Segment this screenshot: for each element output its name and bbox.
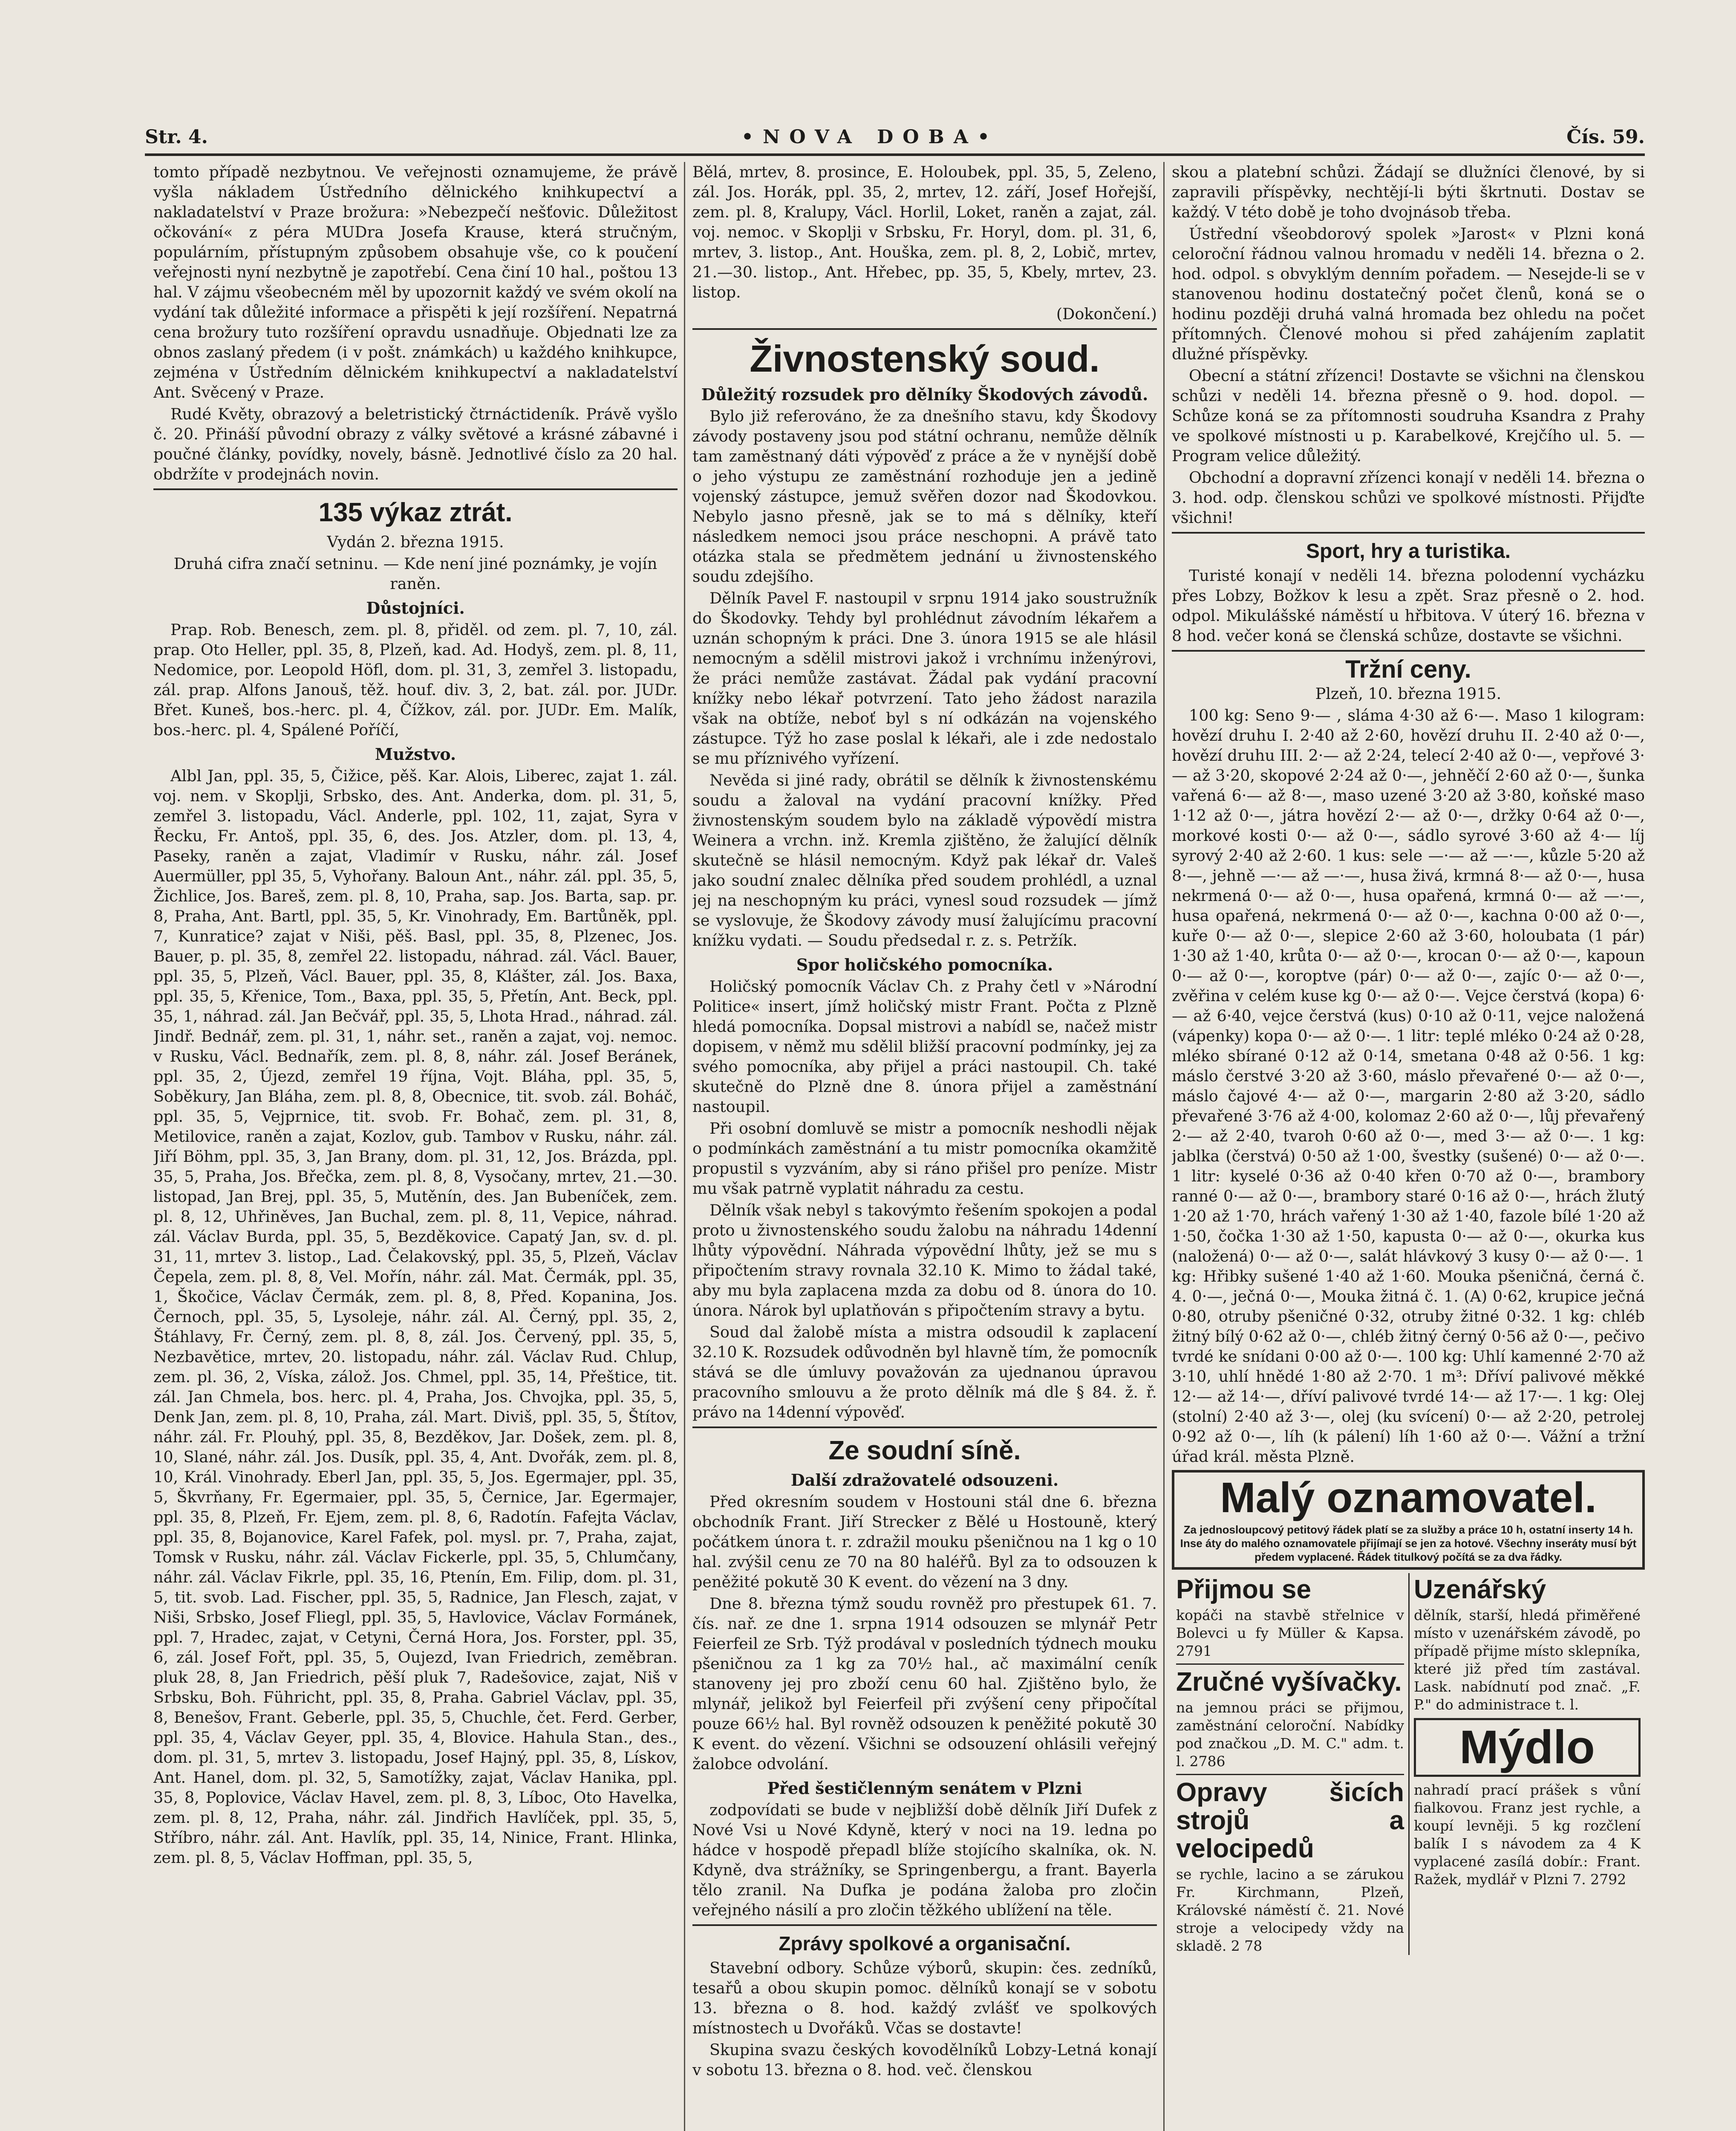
- ad-heading: Uzenářský: [1414, 1575, 1546, 1604]
- ad-rule: [1176, 1663, 1404, 1665]
- classified-ads: [1172, 1573, 1645, 1955]
- senate-paragraph: zodpovídati se bude v nejbližší době dělník Jiří Dufek z Nové Vsi u Nové Kdyně, který v noci na 19. ledna po hádce v hospodě přepadl blíže stojícího skalníka, ok. N. Kdyně, dva strážníky, se Springenbergu, a frant. Bayerla tělo zranil. Na Dufka je podána žaloba pro zločin veřejného násilí a pro zločin těžkého ublížení na těle.: [692, 1801, 1157, 1919]
- issue-number: Čís. 59.: [1566, 126, 1645, 148]
- classified-column: [1408, 1573, 1645, 1955]
- trade-court-paragraph: Nevěda si jiné rady, obrátil se dělník k živnostenskému soudu a žaloval na vydání pracovní knížky. Před živnostenským soudem bylo na základě výpovědí mistra Weinera a vrchn. inž. Kremla zjištěno, že žalující dělník skutečně se hlásil nemocným. Když pak lékař dr. Valeš jako soudní znalec dělníka před soudem prohlédl, a uznal jej na neschopným ku práci, vynesl soud rozsudek — jímž se vyslovuje, že Škodovy závody musí žalujícímu pracovní knížku vydati. — Soudu předsedal r. z. s. Petržík.: [692, 771, 1157, 950]
- sport-heading: Sport, hry a turistika.: [1306, 540, 1511, 563]
- casualty-list-heading: 135 výkaz ztrát.: [318, 498, 513, 527]
- trade-court-heading: Živnostenský soud.: [750, 338, 1100, 380]
- column-3: [1172, 162, 1645, 2131]
- trade-court-subheading: Důležitý rozsudek pro dělníky Škodových závodů.: [701, 385, 1148, 404]
- section-rule: [1172, 532, 1645, 534]
- section-rule: [692, 1426, 1157, 1428]
- column-1: [153, 162, 678, 2131]
- barber-dispute-paragraph: Dělník však nebyl s takovýmto řešením spokojen a podal proto u živnostenského soudu žalobu na náhradu 14denní lhůty výpovědní. Náhrada výpovědní lhůty, jež se mu s připočtením stravy rovnala 32.10 K. Mimo to žádal také, aby mu byla zaplacena mzda za dobu od 8. února do 10. února. Nárok byl uplatňován s připočtením stravy a bytu.: [692, 1201, 1157, 1320]
- barber-dispute-paragraph: Holičský pomocník Václav Ch. z Prahy četl v »Národní Politice« insert, jímž holičský mistr Frant. Počta z Plzně hledá pomocníka. Dopsal mistrovi a nabídl se, načež mistr dopisem, v němž mu sdělil bližší pracovní podmínky, jej za svého pomocníka, aby přijel a práci nastoupil. Ch. také skutečně do Plzně dne 8. února přijel a zaměstnání nastoupil.: [692, 977, 1157, 1116]
- officers-heading: Důstojníci.: [366, 598, 465, 618]
- casualty-note: Druhá cifra značí setninu. — Kde není jiné poznámky, je vojín raněn.: [173, 554, 657, 593]
- market-prices-heading: Tržní ceny.: [1345, 655, 1471, 683]
- section-rule: [692, 328, 1157, 330]
- courtroom-paragraph: Před okresním soudem v Hostouni stál dne 6. března obchodník Frant. Jiří Strecker z Bělé u Hostouně, který počátkem února t. r. zdražil mouku pšeničnou na 1 kg o 10 hal. zvýšil cenu ze 70 na 80 haléřů. Byl za to odsouzen k peněžité pokutě 30 K event. do vězení na 3 dny.: [692, 1493, 1157, 1591]
- club-news-paragraph: Skupina svazu českých kovodělníků Lobzy-Letná konají v sobotu 13. března o 8. hod. več. členskou: [692, 2041, 1157, 2079]
- section-rule: [153, 488, 678, 490]
- section-rule: [1172, 650, 1645, 652]
- ad-heading: Přijmou se: [1176, 1575, 1311, 1604]
- column-2: [692, 162, 1157, 2131]
- article-intro: tomto případě nezbytnou. Ve veřejnosti oznamujeme, že právě vyšla nákladem Ústředního dělnického knihkupectví a nakladatelství v Praze brožura: »Nebezpečí nešťovic. Důležitost očkování« z péra MUDra Josefa Krause, která stručným, populárním, přístupným způsobem obsahuje vše, co k poučení veřejnosti nyní nezbytně je zapotřebí. Cena činí 10 hal., poštou 13 hal. V zájmu všeobecném měl by upozornit každý ve svém okolí na vydání tak důležité informace a přispěti k její rozšíření. Nepatrná cena brožury tuto rozšíření opravdu usnadňuje. Objednati lze za obnos zaslaný předem (i v pošt. známkách) u každého knihkupce, zejména v Ústředním dělnickém knihkupectví a nakladatelství Ant. Svěcený v Praze.: [153, 163, 678, 401]
- barber-dispute-heading: Spor holičského pomocníka.: [796, 955, 1053, 974]
- barber-dispute-paragraph: Při osobní domluvě se mistr a pomocník neshodli nějak o podmínkách zaměstnání a tu mistr pomocníka okamžitě propustil s vyzváním, aby si ráno přišel pro peníze. Mistr mu však patrně vyplatit náhradu za cestu.: [692, 1119, 1157, 1198]
- barber-dispute-paragraph: Soud dal žalobě místa a mistra odsoudil k zaplacení 32.10 K. Rozsudek odůvodněn byl hlavně tím, že pomocník stává se dle úmluvy považován za ujednanou úpravou pracovního smlouvu a že proto dělník má dle § 84. ž. ř. právo na 14denní výpověď.: [692, 1323, 1157, 1421]
- ad-text: kopáči na stavbě střelnice v Bolevci u fy Müller & Kapsa. 2791: [1176, 1607, 1404, 1659]
- casualty-list-continued: Bělá, mrtev, 8. prosince, E. Holoubek, ppl. 35, 5, Zeleno, zál. Jos. Horák, ppl. 35, 2, mrtev, 12. září, Josef Hořejší, zem. pl. 8, Kralupy, Václ. Horlil, Loket, raněn a zajat, zál. voj. nemoc. v Skoplji v Srbsku, Fr. Horyl, dom. pl. 31, 6, mrtev, 3. listop., Ant. Houška, zem. pl. 8, 2, Lobič, mrtev, 21.—30. listop., Ant. Hřebec, pp. 35, 5, Kbely, mrtev, 23. listop.: [692, 163, 1157, 301]
- club-news-obchodni: Obchodní a dopravní zřízenci konají v neděli 14. března o 3. hod. odp. členskou schůzi ve spolkové místnosti. Přijďte všichni!: [1172, 468, 1645, 527]
- ad-heading: Zručné vyšívačky.: [1176, 1667, 1402, 1697]
- article-rude-kvety: Rudé Květy, obrazový a beletristický čtrnáctideník. Právě vyšlo č. 20. Přináší původní obrazy z války světové a krásné zábavné i poučné články, povídky, novely, básně. Jednotlivé číslo za 20 hal. obdržíte v prodejnách novin.: [153, 405, 678, 483]
- column-divider: [1163, 162, 1165, 2131]
- courtroom-paragraph: Dne 8. března týmž soudu rovněž pro přestupek 61. 7. čís. nař. ze dne 1. srpna 1914 odsouzen se mlynář Petr Feierfeil ze Srb. Týž prodával v posledních týdnech mouku pšeničnou za 1 kg za 70½ hal., ač maximální ceník stanoveny jej pro zboží cenu 60 hal. Zjištěno bylo, že mlynář, jelikož byl Feierfeil při zvýšení ceny připočítal pouze 66½ hal. Byl rovněž odsouzen k peněžité pokutě 30 K event. do vězení. Všichni se odsouzení ohlásili veřejný žalobce odvolání.: [692, 1594, 1157, 1773]
- ad-text: dělník, starší, hledá přiměřené místo v uzenářském závodě, po případě přijme místo sklepníka, které již před tím zastával. Lask. nabídnutí pod znač. „F. P." do administrace t. l.: [1414, 1607, 1641, 1713]
- courtroom-heading: Ze soudní síně.: [828, 1436, 1021, 1465]
- sport-paragraph: Turisté konají v neděli 14. března polodenní vycházku přes Lobzy, Božkov k lesu a zpět. Sraz přesně o 2. hod. odpol. Mikulášské náměstí u hřbitova. V úterý 16. března v 8 hod. večer koná se členská schůze, dostavte se všichni.: [1172, 566, 1645, 645]
- classified-column: [1172, 1573, 1408, 1955]
- column-divider: [684, 162, 685, 2131]
- market-prices-list: 100 kg: Seno 9·— , sláma 4·30 až 6·—. Maso 1 kilogram: hovězí druhu I. 2·40 až 2·60, hovězí druhu II. 2·40 až 0·—, hovězí druhu III. 2·— až 2·24, telecí 2·40 až 0·—, vepřové 3·— až 3·20, skopové 2·24 až 0·—, jehněčí 2·60 až 0·—, šunka vařená 6·— až 8·—, maso uzené 3·20 až 3·80, koňské maso 1·12 až 0·—, játra hovězí 2·— až 0·—, držky 0·64 až 0·—, morkové kosti 0·— až 0·—, sádlo syrové 3·60 až 4·— líj syrový 2·40 až 2·60. 1 kus: sele —·— až —·—, kůzle 5·20 až 8·—, jehně —·— až —·—, husa živá, krmná 8·— až 0·—, husa nekrmená 0·— až 0·—, husa opařená, krmná 0·— až —·—, husa opařená, nekrmená 0·— až 0·—, kachna 0·00 až 0·—, kuře 0·— až 0·—, slepice 2·60 až 3·60, holoubata (1 pár) 1·30 až 1·40, krůta 0·— až 0·—, krocan 0·— až 0·—, kapoun 0·— až 0·—, koroptve (pár) 0·— až 0·—, zajíc 0·— až 0·—, zvěřina v celém kuse kg 0·— až 0·—. Vejce čerstvá (kopa) 6·— až 6·40, vejce čerstvá (kus) 0·10 až 0·11, vejce naložená (vápenky) kopa 0·— až 0·—. 1 litr: teplé mléko 0·24 až 0·28, mléko sbírané 0·12 až 0·14, smetana 0·48 až 0·56. 1 kg: máslo čerstvé 3·20 až 3·60, máslo převařené 0·— až 0·—, máslo čajové 4·— až 0·—, margarin 2·80 až 3·20, sádlo převařené 3·76 až 4·00, kolomaz 2·60 až 0·—, lůj převařený 2·— až 2·40, tvaroh 0·60 až 0·—, med 3·— až 0·—. 1 kg: jablka (čerstvá) 0·50 až 1·00, švestky (sušené) 0·— až 0·—. 1 litr: kyselé 0·36 až 0·40 křen 0·70 až 0·—, brambory ranné 0·— až 0·—, brambory staré 0·16 až 0·—, hrách žlutý 1·20 až 1·70, hrách vařený 1·30 až 1·40, fazole bílé 1·20 až 1·50, čočka 1·30 až 1·50, kapusta 0·— až 0·—, okurka kus (naložená) 0·— až 0·—, salát hlávkový 3 kusy 0·— až 0·—. 1 kg: Hřibky sušené 1·40 až 1·60. Mouka pšeničná, černá č. 4. 0·—, ječná 0·—, Mouka žitná č. 1. (A) 0·62, krupice ječná 0·80, otruby pšeničné 0·32, otruby žitné 0·32. 1 kg: chléb žitný bílý 0·62 až 0·—, chléb žitný černý 0·56 až 0·—, pečivo tvrdé ke snídani 0·00 až 0·—. 100 kg: Uhlí kamenné 2·70 až 3·10, uhlí hnědé 1·80 až 2·70. 1 m³: Dříví palivové měkké 12·— až 14·—, dříví palivové tvrdé 14·— až 17·—. 1 kg: Olej (stolní) 2·40 až 3·—, olej (ku svícení) 0·— až 2·20, petrolej 0·92 až 0·—, líh (k pálení) líh 1·60 až 0·—. Vážní a tržní úřad král. města Plzně.: [1172, 706, 1645, 1466]
- ad-text: na jemnou práci se přijmou, zaměstnání celoroční. Nabídky pod značkou „D. M. C." adm. t. l. 2786: [1176, 1699, 1404, 1770]
- casualty-issued: Vydán 2. března 1915.: [327, 533, 504, 551]
- header-rule: [145, 153, 1645, 156]
- ad-heading: Opravy šicích strojů a velocipedů: [1176, 1778, 1404, 1863]
- club-news-heading: Zprávy spolkové a organisační.: [779, 1932, 1071, 1955]
- men-heading: Mužstvo.: [375, 745, 456, 764]
- page-header: [145, 126, 1645, 152]
- ad-text: se rychle, lacino a se zárukou Fr. Kirchmann, Plzeň, Královské náměstí č. 21. Nové stroje a velocipedy vždy na skladě. 2 78: [1176, 1866, 1404, 1954]
- ad-text: nahradí prací prášek s vůní fialkovou. Franz jest rychle, a koupí levněji. 5 kg rozčlení balík I s návodem za 4 K vyplacené zasílá dobír.: Frant. Ražek, mydlář v Plzni 7. 2792: [1414, 1782, 1641, 1888]
- senate-heading: Před šestičlenným senátem v Plzni: [767, 1779, 1082, 1798]
- officers-list: Prap. Rob. Benesch, zem. pl. 8, přiděl. od zem. pl. 7, 10, zál. prap. Oto Heller, ppl. 35, 8, Plzeň, kad. Ad. Hodyš, zem. pl. 8, 11, Nedomice, por. Leopold Höfl, dom. pl. 31, 3, zemřel 3. listopadu, zál. prap. Alfons Janouš, těž. houf. div. 3, 2, bat. zál. por. JUDr. Břet. Kuneš, bos.-herc. pl. 4, Čížkov, zál. por. JUDr. Em. Malík, bos.-herc. pl. 4, Spálené Poříčí,: [153, 621, 678, 739]
- page-number: Str. 4.: [145, 126, 208, 148]
- trade-court-paragraph: Dělník Pavel F. nastoupil v srpnu 1914 jako soustružník do Škodovky. Tehdy byl prohlédnut závodním lékařem a uznán schopným k práci. Dne 3. února 1915 se ale hlásil nemocným a sdělil mistrovi jakož i vrchnímu inženýrovi, že práci nemůže zastávat. Žádal pak vydání pracovní knížky nebo lékař potvrzení. Tato jeho žádost narazila však na obtíže, neboť byl s ní odkázán na vojenského zástupce. Týž ho zase poslal k lékaři, ale i zde nedostalo se mu příznivého vyřízení.: [692, 589, 1157, 768]
- section-rule: [692, 1924, 1157, 1926]
- newspaper-title: •NOVA DOBA•: [741, 126, 999, 148]
- club-news-jarost: Ústřední všeobdorový spolek »Jarost« v Plzni koná celoroční řádnou valnou hromadu v neděli 14. března o 2. hod. odpol. s obvyklým denním pořadem. — Nesejde-li se v stanovenou hodinu dostatečný počet členů, koná se o hodinu později druhá valná hromada bez ohledu na počet přítomných. Členové mohou si před zahájením zaplatit dlužné příspěvky.: [1172, 225, 1645, 363]
- ad-rule: [1176, 1774, 1404, 1775]
- classifieds-rates: Za jednosloupcový petitový řádek platí se za služby a práce 10 h, ostatní inserty 14 h. Inse áty do malého oznamovatele přijímají se jen za hotové. Všechny inseráty musí být předem vyplacené. Řádek titulkový počítá se za dva řádky.: [1180, 1523, 1637, 1563]
- men-list: Albl Jan, ppl. 35, 5, Čižice, pěš. Kar. Alois, Liberec, zajat 1. zál. voj. nem. v Skoplji, Srbsko, des. Ant. Anderka, dom. pl. 31, 5, zemřel 3. listopadu, Václ. Anderle, ppl. 102, 11, zajat, Syra v Řecku, Fr. Antoš, ppl. 35, 6, des. Jos. Atzler, dom. pl. 13, 4, Paseky, raněn a zajat, Vladimír v Rusku, náhr. zál. Josef Auermüller, ppl 35, 5, Vyhořany. Baloun Ant., náhr. zál. ppl. 35, 5, Žichlice, Jos. Bareš, zem. pl. 8, 10, Praha, sap. Jos. Barta, sap. pr. 8, Praha, Ant. Bartl, ppl. 35, 5, Kr. Vinohrady, Em. Bartůněk, ppl. 7, Kunratice? zajat v Niši, pěš. Basl, ppl. 35, 8, Plzenec, Jos. Bauer, p. pl. 35, 8, zemřel 22. listopadu, náhrad. zál. Václ. Bauer, ppl. 35, 5, Plzeň, Václ. Bauer, ppl. 35, 8, Klášter, zál. Jos. Baxa, ppl. 35, 5, Křenice, Tom., Baxa, ppl. 35, 5, Přetín, Ant. Beck, ppl. 35, 1, náhrad. zál. Jan Bečvář, ppl. 35, 5, Lhota Hrad., náhrad. zál. Jindř. Bednář, zem. pl. 31, 1, náhr. set., raněn a zajat, voj. nemoc. v Rusku, Václ. Bednařík, zem. pl. 8, 8, náhr. zál. Josef Beránek, ppl. 35, 2, Újezd, zemřel 19 října, Vojt. Bláha, ppl. 35, 5, Soběkury, Jan Bláha, zem. pl. 8, 8, Obecnice, tit. svob. zál. Boháč, ppl. 35, 5, Vejprnice, tit. svob. Fr. Bohač, zem. pl. 31, 8, Metilovice, raněn a zajat, Kozlov, gub. Tambov v Rusku, náhr. zál. Jiří Böhm, ppl. 35, 3, Jan Brany, dom. pl. 31, 12, Jos. Brázda, ppl. 35, 5, Praha, Jos. Břečka, zem. pl. 8, 8, Vysočany, mrtev, 21.—30. listopad, Jan Brej, ppl. 35, 5, Mutěnín, des. Jan Bubeníček, zem. pl. 8, 12, Uhřiněves, Jan Buchal, zem. pl. 8, 11, Vepice, náhrad. zál. Václav Burda, ppl. 35, 5, Bezděkovice. Capatý Jan, sv. d. pl. 31, 11, mrtev 3. listop., Lad. Čelakovský, ppl. 35, 5, Plzeň, Václav Čepela, zem. pl. 8, 8, Vel. Mořín, náhr. zál. Mat. Čermák, ppl. 35, 1, Škočice, Václav Čermák, zem. pl. 8, 8, Před. Kopanina, Jos. Černoch, ppl. 35, 5, Lysoleje, náhr. zál. Al. Černý, ppl. 35, 2, Štáhlavy, Fr. Černý, zem. pl. 8, 8, zál. Jos. Červený, ppl. 35, 5, Nezbavětice, mrtev, 20. listopadu, náhr. zál. Václav Rud. Chlup, zem. pl. 36, 2, Víska, zálož. Jos. Chmel, ppl. 35, 14, Přeštice, tit. zál. Jan Chmela, bos. herc. pl. 4, Praha, Jos. Chvojka, ppl. 35, 5, Denk Jan, zem. pl. 8, 10, Praha, zál. Mart. Diviš, ppl. 35, 5, Štítov, náhr. zál. Fr. Plouhý, ppl. 35, 8, Bezděkov, Jar. Došek, zem. pl. 8, 10, Slané, náhr. zál. Jos. Dusík, ppl. 35, 4, Ant. Dvořák, zem. pl. 8, 10, Král. Vinohrady. Eberl Jan, ppl. 35, 5, Jos. Egermajer, ppl. 35, 5, Škvrňany, Fr. Egermaier, ppl. 35, 5, Černice, Jar. Egermajer, ppl. 35, 8, Plzeň, Fr. Ejem, zem. pl. 8, 6, Radotín. Fafejta Václav, ppl. 35, 8, Bojanovice, Karel Fafek, pol. mysl. pr. 7, Praha, zajat, Tomsk v Rusku, náhr. zál. Václav Fickerle, ppl. 35, 5, Chlumčany, náhr. zál. Václav Fikrle, ppl. 35, 16, Ptenín, Em. Filip, dom. pl. 31, 5, tit. svob. Lad. Fischer, ppl. 35, 5, Radnice, Jan Flesch, zajat, v Niši, Srbsko, Josef Fliegl, ppl. 35, 5, Havlovice, Václav Formánek, ppl. 7, Hradec, zajat, v Cetyni, Černá Hora, Jos. Forster, ppl. 35, 6, zál. Josef Fořt, ppl. 35, 5, Oujezd, Ivan Friedrich, zeměbran. pluk 28, 8, Jan Friedrich, pěší pluk 7, Radešovice, zajat, Niš v Srbsku, Boh. Führicht, ppl. 35, 8, Praha. Gabriel Václav, ppl. 35, 8, Benešov, Frant. Geberle, ppl. 35, 5, Chuchle, čet. Ferd. Gerber, ppl. 35, 4, Václav Geyer, ppl. 35, 4, Blovice. Hahula Stan., des., dom. pl. 31, 5, mrtev 3. listopadu, Josef Hajný, ppl. 35, 8, Lískov, Ant. Hanel, dom. pl. 32, 5, Samotížky, zajat, Václav Hanika, ppl. 35, 8, Poplovice, Václav Havel, zem. pl. 8, 3, Líboc, Oto Havelka, zem. pl. 8, 12, Praha, náhr. zál. Jindřich Havlíček, ppl. 35, 5, Stříbro, náhr. zál. Ant. Havlík, ppl. 35, 14, Ninice, Frant. Hlinka, zem. pl. 8, 5, Václav Hoffman, ppl. 35, 5,: [153, 767, 678, 1867]
- classifieds-title: Malý oznamovatel.: [1220, 1474, 1597, 1522]
- trade-court-paragraph: Bylo již referováno, že za dnešního stavu, kdy Škodovy závody postaveny jsou pod státní ochranu, nemůže dělník tam zaměstnaný dáti výpověď z práce a že v nynější době o jeho výstupu ze zaměstnání rozhoduje jen a jedině vojenský zástupce, jemuž svěřen dozor nad Škodovkou. Nebylo jasno přesně, jak se to má s dělníky, kteří následkem nemoci jsou práce neschopni. A právě tato otázka stala se předmětem jednání u živnostenského soudu zdejšího.: [692, 407, 1157, 586]
- continuation-note: (Dokončení.): [1056, 305, 1157, 323]
- club-news-continued: skou a platební schůzi. Žádají se dlužníci členové, by si zapravili příspěvky, nechtějí-li býti škrtnuti. Dostav se každý. V této době je toho dvojnásob třeba.: [1172, 163, 1645, 221]
- classifieds-box: [1172, 1470, 1645, 1570]
- courtroom-subheading: Další zdražovatelé odsouzeni.: [790, 1470, 1059, 1490]
- club-news-obecni: Obecní a státní zřízenci! Dostavte se všichni na členskou schůzi v neděli 14. března přesně o 9. hod. dopol. — Schůze koná se za přítomnosti soudruha Ksandra z Prahy ve spolkové místnosti u p. Karabelkové, Krejčího ul. 5. — Program velice důležitý.: [1172, 367, 1645, 465]
- club-news-paragraph: Stavební odbory. Schůze výborů, skupin: čes. zedníků, tesařů a obou skupin pomoc. dělníků konají se v sobotu 13. března o 8. hod. každý zvlášť ve spolkových místnostech u Dvořáků. Včas se dostavte!: [692, 1959, 1157, 2037]
- ad-heading-soap: Mýdlo: [1414, 1718, 1641, 1777]
- market-prices-date: Plzeň, 10. března 1915.: [1315, 684, 1502, 703]
